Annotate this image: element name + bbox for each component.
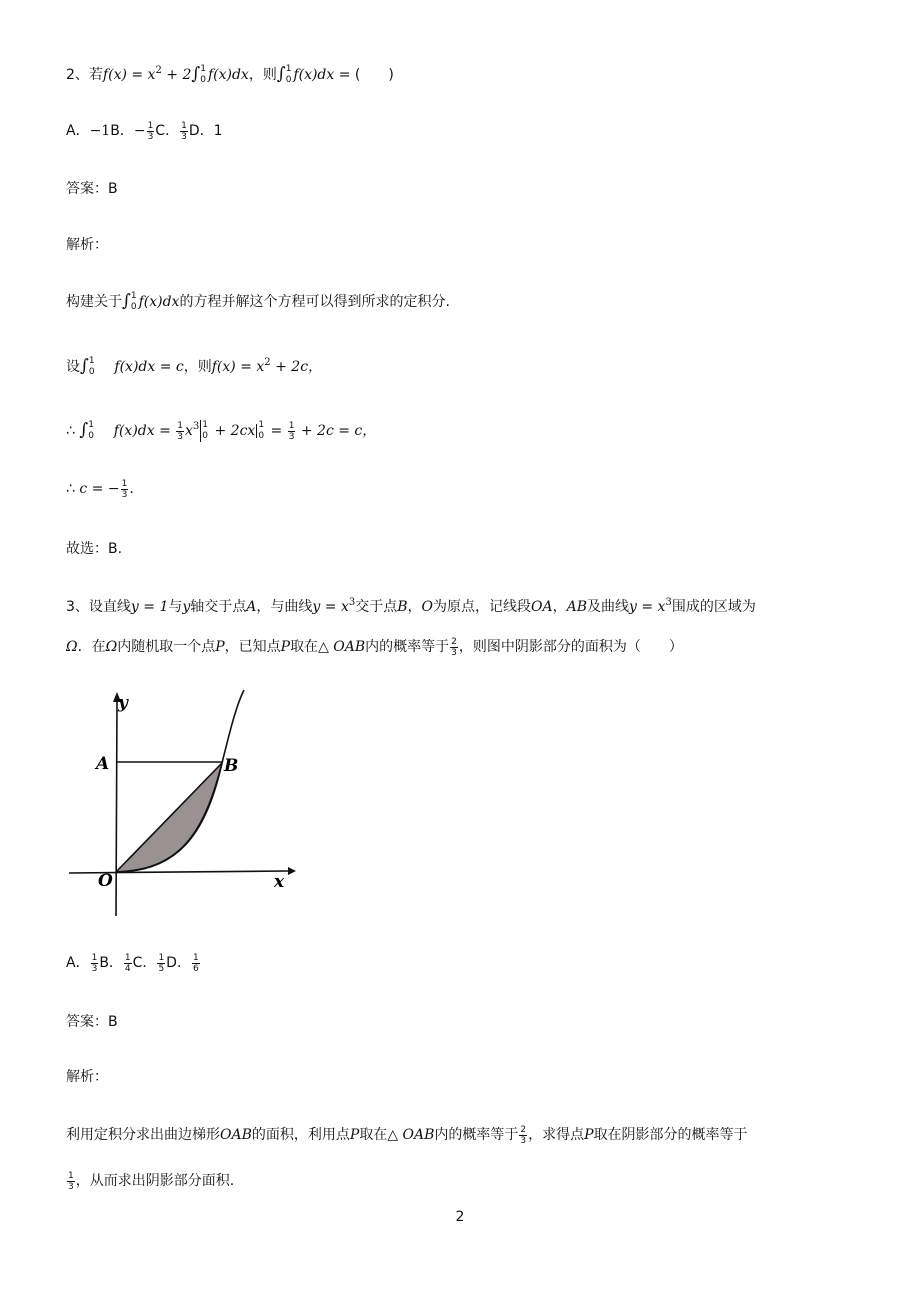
- q3-stem-line1: 3、设直线y = 1与y轴交于点A，与曲线$y = x^3$交于点B，O为原点，记线段OA，AB及曲线$y = x^3$围成的区域为: [66, 597, 756, 615]
- fraction-two-thirds: $\frac{2}{3}$: [520, 1124, 527, 1146]
- q2-plus-two: + 2: [166, 67, 192, 83]
- integral-sign: ∫: [122, 291, 131, 311]
- calc-mid: + 2cx: [214, 423, 256, 439]
- q2-stem: [66, 60, 880, 86]
- q3-answer: 答案：B: [66, 1014, 118, 1030]
- fraction-one-third: $\frac{1}{3}$: [181, 120, 187, 142]
- q2-options: A．−1B．− $\frac{1}{3}$ C． $\frac{1}{3}$ D．1: [66, 120, 223, 142]
- q2-analysis-label: 解析：: [66, 237, 108, 253]
- integral-sign: ∫: [80, 356, 89, 376]
- lower-limit: 0: [200, 75, 206, 85]
- q2-then: ，则: [248, 67, 277, 83]
- fraction-one-third: $\frac{1}{3}$: [68, 1170, 74, 1192]
- q2-prefix: 2、若: [66, 67, 103, 83]
- x-axis-label: x: [274, 872, 285, 892]
- set-prefix: 设: [66, 359, 80, 375]
- c-eq: c = −: [79, 481, 120, 497]
- shaded-region: [116, 763, 222, 872]
- q2-set-step: 设∫ 1 0 f(x)dx = c，则$f(x) = x^2 + 2c$，: [66, 356, 323, 377]
- q2-exp: 2: [155, 65, 162, 76]
- fraction-one-fifth: $\frac{1}{5}$: [158, 952, 165, 974]
- integral-sign: ∫: [191, 64, 201, 84]
- fraction-one-third: $\frac{1}{3}$: [288, 420, 295, 442]
- q2-explanation: 构建关于∫ 1 0 f(x)dx的方程并解这个方程可以得到所求的定积分.: [66, 291, 450, 312]
- option-d-value: 1: [213, 123, 223, 139]
- origin-label: O: [98, 871, 113, 891]
- y-axis: [116, 700, 117, 916]
- fraction-one-sixth: $\frac{1}{6}$: [192, 952, 199, 974]
- fraction-one-third: $\frac{1}{3}$: [177, 420, 184, 442]
- option-a-label: A．: [66, 123, 90, 139]
- page-number: 2: [455, 1209, 465, 1225]
- set-eq: f(x)dx = c: [114, 359, 184, 375]
- calc-left: f(x)dx =: [113, 423, 171, 439]
- fraction-two-thirds: $\frac{2}{3}$: [451, 636, 457, 658]
- point-b-label: B: [224, 756, 239, 776]
- expl-prefix: 构建关于: [66, 294, 122, 310]
- q2-f-def: f(x) = x: [102, 67, 156, 83]
- fraction-one-quarter: $\frac{1}{4}$: [124, 952, 131, 974]
- option-a-value: −1: [89, 123, 111, 139]
- q2-c-value: [66, 478, 880, 500]
- q3-stem-line2: Ω．在Ω内随机取一个点P，已知点P取在△ OAB内的概率等于 $\frac{2}{3}$ ，则图中阴影部分的面积为（ ）: [66, 636, 683, 658]
- calc-tail: + 2c = c，: [300, 423, 377, 439]
- q2-calc-step: ∴ ∫ 1 0 f(x)dx = $\frac{1}{3}$ $x^3$ 1 0 + 2cx 1 0 = $\frac{1}{3}$ + 2c = c，: [66, 420, 377, 442]
- q3-analysis-label: 解析：: [66, 1069, 108, 1085]
- option-c-label: C．: [155, 123, 180, 139]
- y-axis-label: y: [118, 693, 128, 713]
- expl-suffix: 的方程并解这个方程可以得到所求的定积分.: [179, 294, 450, 310]
- integral-sign: ∫: [79, 420, 89, 440]
- q3-options: A． $\frac{1}{3}$ B． $\frac{1}{4}$ C． $\frac{1}{5}$ D． $\frac{1}{6}$: [66, 952, 199, 974]
- fraction-one-third: $\frac{1}{3}$: [121, 478, 128, 500]
- lower-limit: 0: [285, 75, 292, 85]
- option-d-label: D．: [188, 123, 214, 139]
- q2-integrand-2: f(x)dx: [293, 67, 335, 83]
- x-axis-arrow: [288, 867, 296, 875]
- integral-sign: ∫: [276, 64, 286, 84]
- option-b-label: B．: [110, 123, 134, 139]
- q2-integrand: f(x)dx: [207, 67, 249, 83]
- fraction-one-third: $\frac{1}{3}$: [147, 120, 154, 142]
- set-f: f(x) = x: [211, 359, 265, 375]
- therefore-symbol: ∴: [66, 423, 75, 439]
- therefore-symbol: ∴: [66, 481, 75, 497]
- calc-x: x: [185, 423, 193, 439]
- q3-explanation-line1: 利用定积分求出曲边梯形OAB的面积，利用点P取在△ OAB内的概率等于 $\frac{2}{3}$ ，求得点P取在阴影部分的概率等于: [66, 1124, 748, 1146]
- point-a-label: A: [96, 754, 110, 774]
- upper-limit: 1: [200, 64, 206, 74]
- q2-answer: 答案：B: [66, 181, 118, 197]
- set-tail: + 2c，: [275, 359, 323, 375]
- upper-limit: 1: [285, 64, 292, 74]
- q2-chosen: 故选：B.: [66, 541, 123, 557]
- set-then: ，则: [183, 359, 212, 375]
- q2-paren: = ( ): [338, 67, 394, 83]
- period: .: [129, 481, 134, 497]
- expl-integrand: f(x)dx: [138, 294, 180, 310]
- q3-explanation-line2: $\frac{1}{3}$ ，从而求出阴影部分面积.: [68, 1170, 235, 1192]
- q3-figure: [66, 686, 298, 918]
- fraction-one-third: $\frac{1}{3}$: [91, 952, 98, 974]
